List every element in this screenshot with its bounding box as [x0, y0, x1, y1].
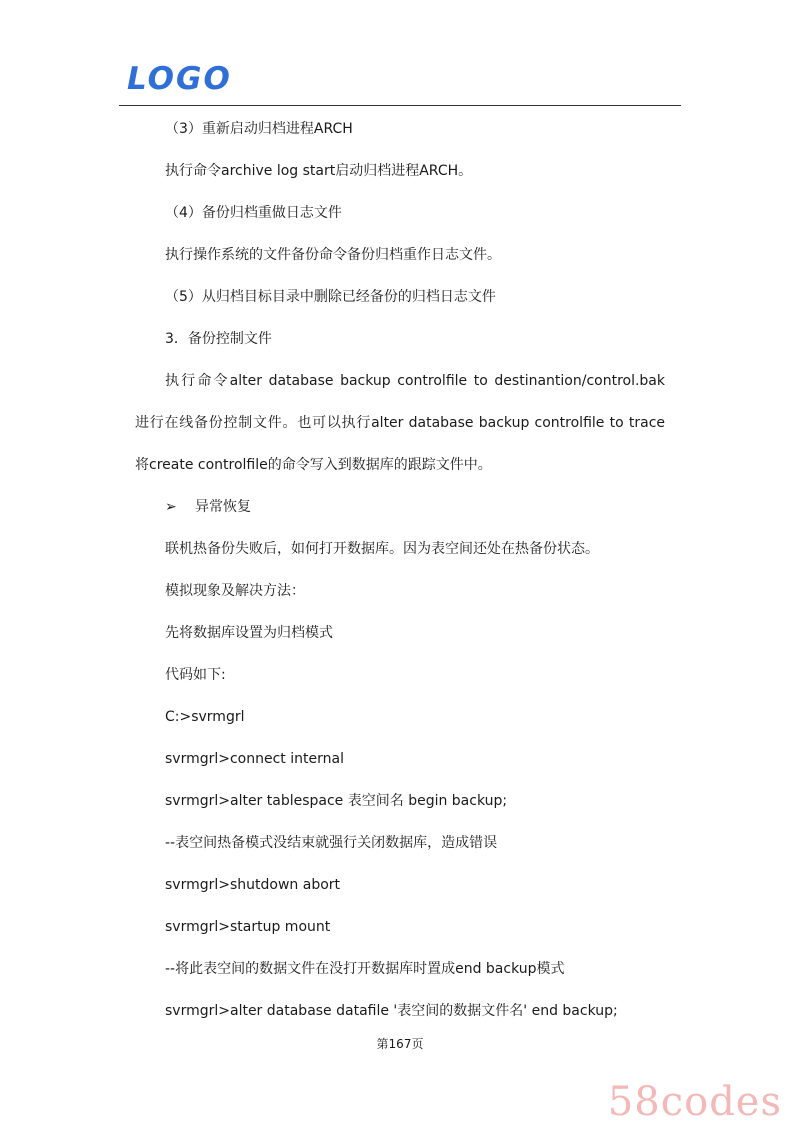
- text-line: 先将数据库设置为归档模式: [165, 625, 333, 641]
- text-line: 将create controlfile的命令写入到数据库的跟踪文件中。: [135, 457, 492, 473]
- text-line: 模拟现象及解决方法：: [165, 583, 305, 599]
- text-line: 执行命令alter database backup controlfile to destinantion/control.bak: [165, 373, 665, 389]
- text-line: 代码如下:: [165, 667, 226, 683]
- text-line: 执行命令archive log start启动归档进程ARCH。: [165, 163, 473, 179]
- text-line: （4）备份归档重做日志文件: [165, 205, 342, 221]
- section-heading: 3．备份控制文件: [165, 331, 272, 347]
- code-line: svrmgrl>alter database datafile '表空间的数据文件名' end backup;: [165, 1003, 618, 1019]
- code-line: svrmgrl>connect internal: [165, 751, 344, 767]
- bullet-heading: [165, 497, 251, 517]
- code-line: svrmgrl>shutdown abort: [165, 877, 341, 893]
- arrow-bullet-icon: ➢: [165, 499, 177, 515]
- text-line: （3）重新启动归档进程ARCH: [165, 121, 353, 137]
- code-line: C:>svrmgrl: [165, 709, 245, 725]
- page-number: 第167页: [376, 1037, 424, 1051]
- logo: LOGO: [127, 61, 232, 97]
- watermark: 58codes: [607, 1079, 782, 1125]
- text-line: （5）从归档目标目录中删除已经备份的归档日志文件: [165, 289, 496, 305]
- code-line: svrmgrl>startup mount: [165, 919, 331, 935]
- code-comment: --表空间热备模式没结束就强行关闭数据库，造成错误: [165, 835, 498, 851]
- text-line: 进行在线备份控制文件。也可以执行alter database backup controlfile to trace: [135, 415, 665, 431]
- header-divider: [119, 105, 681, 106]
- text-line: 执行操作系统的文件备份命令备份归档重作日志文件。: [165, 247, 501, 263]
- code-line: svrmgrl>alter tablespace 表空间名 begin backup;: [165, 793, 508, 809]
- code-comment: --将此表空间的数据文件在没打开数据库时置成end backup模式: [165, 961, 565, 977]
- text-line: 联机热备份失败后，如何打开数据库。因为表空间还处在热备份状态。: [165, 541, 599, 557]
- bullet-heading-label: 异常恢复: [195, 499, 251, 515]
